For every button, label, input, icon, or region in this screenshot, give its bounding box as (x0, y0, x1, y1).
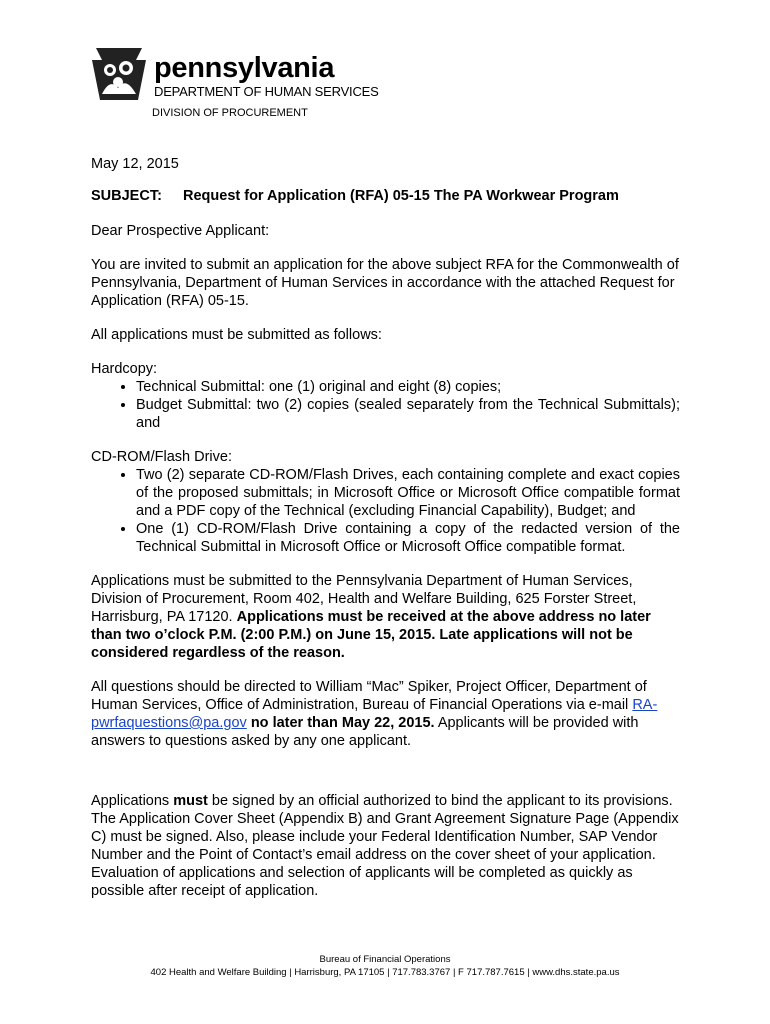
division-name: DIVISION OF PROCUREMENT (152, 107, 308, 119)
signature-pre: Applications (91, 793, 170, 809)
list-item: • Budget Submittal: two (2) copies (sealed separately from the Technical Submittals); and (136, 396, 680, 432)
department-name: DEPARTMENT OF HUMAN SERVICES (154, 84, 379, 99)
salutation: Dear Prospective Applicant: (91, 223, 270, 239)
subject-line (91, 187, 680, 205)
cdrom-section (91, 448, 680, 556)
page-footer (0, 953, 770, 979)
signature-text: be signed by an official authorized to bind the applicant to its provisions. The Application Cover Sheet (Appendix B) and Grant Agreement Signature Page (Appendix C) must be signed. Also, please include your Federal Identification Number, SAP Vendor Number and the Point of Contact’s email address on the cover sheet of your application. Evaluation of applications and selection of applicants will be completed as quickly as possible after receipt of application. (91, 793, 679, 899)
deadline-text: Applications must be received at the above address no later than two o’clock P.M. (2:00 P.M.) on June 15, 2015. Late applications will not be considered regardless of the reason. (91, 609, 651, 661)
submission-intro: All applications must be submitted as follows: (91, 327, 382, 343)
footer-bureau: Bureau of Financial Operations (319, 954, 451, 965)
intro-paragraph: You are invited to submit an application for the above subject RFA for the Commonwealth of Pennsylvania, Department of Human Services in accordance with the attached Request for Application (RFA) 05-15. (91, 257, 679, 309)
list-item: • One (1) CD-ROM/Flash Drive containing a copy of the redacted version of the Technical Submittal in Microsoft Office or Microsoft Office compatible format. (136, 520, 680, 556)
cdrom-label: CD-ROM/Flash Drive: (91, 449, 232, 465)
hardcopy-section (91, 360, 680, 432)
subject-label: SUBJECT: (91, 188, 162, 204)
hardcopy-label: Hardcopy: (91, 361, 158, 377)
letterhead (88, 42, 379, 122)
questions-text: All questions should be directed to William “Mac” Spiker, Project Officer, Department of Human Services, Office of Administration, Bureau of Financial Operations via e-mail (91, 679, 647, 713)
hardcopy-list (91, 378, 680, 432)
signature-paragraph (91, 792, 680, 900)
subject-text: Request for Application (RFA) 05-15 The PA Workwear Program (183, 188, 619, 204)
footer-address: 402 Health and Welfare Building | Harrisburg, PA 17105 | 717.783.3767 | F 717.787.7615 | www.dhs.state.pa.us (150, 967, 620, 978)
letter-date: May 12, 2015 (91, 156, 179, 172)
questions-deadline: no later than May 22, 2015. (250, 715, 435, 731)
signature-must: must (173, 793, 208, 809)
list-item: • Two (2) separate CD-ROM/Flash Drives, each containing complete and exact copies of the proposed submittals; in Microsoft Office or Microsoft Office compatible format and a PDF copy of the Technical (excluding Financial Capability), Budget; and (136, 466, 680, 520)
state-name: pennsylvania (154, 52, 335, 84)
questions-tail: Applicants will be provided with answers to questions asked by any one applicant. (91, 715, 639, 749)
list-item: • Technical Submittal: one (1) original and eight (8) copies; (136, 378, 680, 396)
keystone-family-logo-icon (88, 42, 150, 104)
questions-paragraph (91, 678, 680, 750)
contact-email-link[interactable]: RA-pwrfaquestions@pa.gov (91, 697, 658, 731)
letter-body (91, 155, 680, 916)
address-text: Applications must be submitted to the Pennsylvania Department of Human Services, Division of Procurement, Room 402, Health and Welfare Building, 625 Forster Street, Harrisburg, PA 17120. (91, 573, 637, 625)
address-paragraph (91, 572, 680, 662)
cdrom-list (91, 466, 680, 556)
